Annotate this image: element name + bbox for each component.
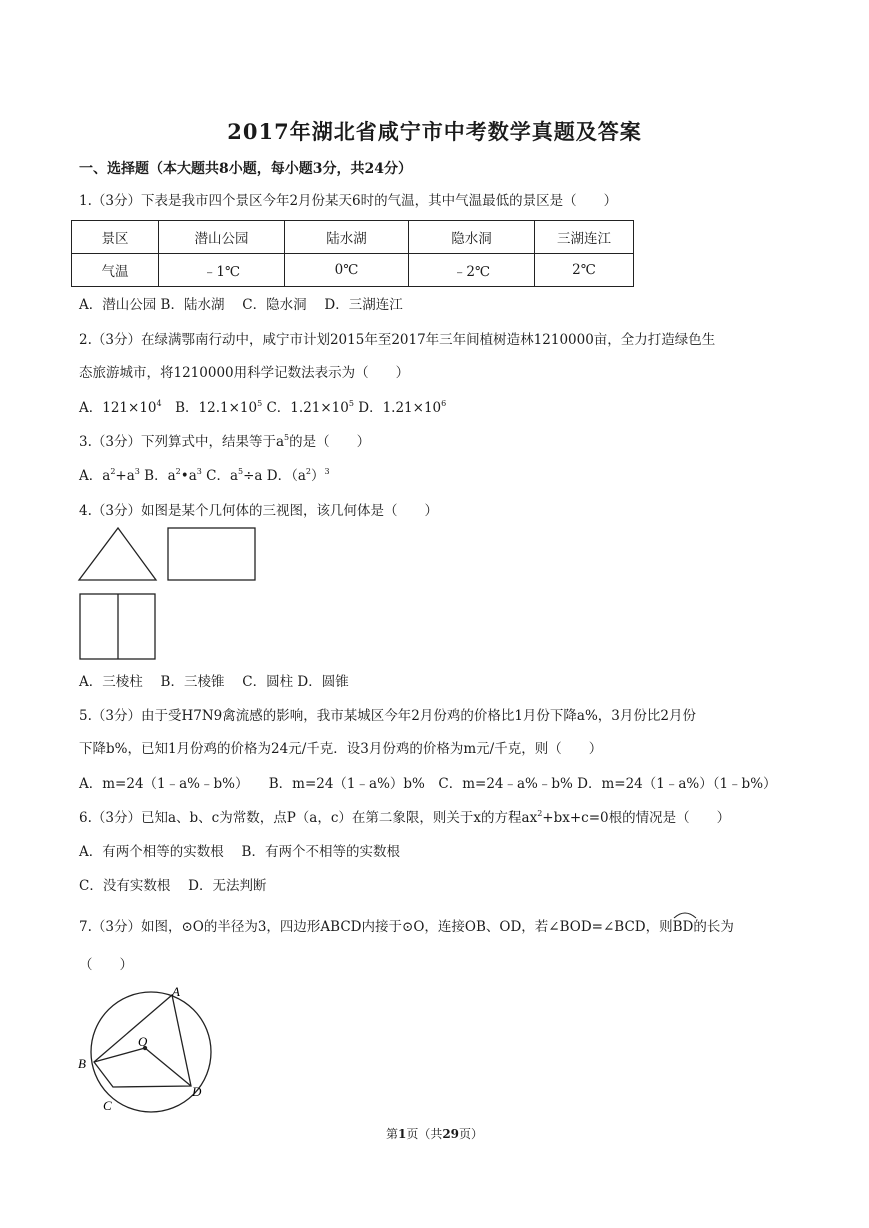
table-cell: ﹣1℃ [159,254,285,287]
label-a: A [172,984,180,999]
q5-stem-line1: 5.（3分）由于受H7N9禽流感的影响，我市某城区今年2月份鸡的价格比1月份下降a%，3月份比2月份 [79,708,696,724]
q6-stem-text: 6.（3分）已知a、b、c为常数，点P（a，c）在第二象限，则关于x的方程ax [79,810,538,826]
table-cell: 隐水洞 [409,221,535,254]
footer-text: 页（共 [406,1127,443,1141]
label-c: C [103,1098,112,1113]
q5-stem-line2: 下降b%，已知1月份鸡的价格为24元/千克．设3月份鸡的价格为m元/千克，则（ ） [79,741,603,757]
q4-options: A．三棱柱 B．三棱锥 C．圆柱 D．圆锥 [79,674,349,690]
q2-option-a: A．121×10 [79,400,157,416]
q2-option-d: D．1.21×10 [353,400,442,416]
arc-label: BD [672,919,694,935]
footer-text: 第 [385,1127,398,1141]
exponent: 2 [537,809,543,818]
table-cell: 三湖连江 [535,221,634,254]
circle-diagram [75,983,225,1115]
exponent: 5 [348,399,354,408]
table-cell: 2℃ [535,254,634,287]
triangle-view [79,528,156,580]
exponent: 3 [324,467,330,476]
q7-stem [79,917,734,937]
table-cell: ﹣2℃ [409,254,535,287]
page-total: 29 [442,1127,460,1141]
q2-stem-line1: 2.（3分）在绿满鄂南行动中，咸宁市计划2015年至2017年三年间植树造林1210000亩，全力打造绿色生 [79,332,716,348]
footer-text: 页） [459,1127,484,1141]
section-heading: 一、选择题（本大题共8小题，每小题3分，共24分） [79,161,412,177]
q3-stem-text-end: 的是（ ） [289,434,371,450]
exponent: 5 [238,467,244,476]
three-view-bottom-figure [79,593,159,663]
q3-stem-text: 3.（3分）下列算式中，结果等于a [79,434,285,450]
q7-stem-text: 7.（3分）如图，⊙O的半径为3，四边形ABCD内接于⊙O，连接OB、OD，若∠BOD=∠BCD，则 [79,919,673,935]
q3-option-a: A．a [79,468,111,484]
table-cell: 气温 [72,254,159,287]
arc-mark-icon [673,911,697,919]
exponent: 3 [134,467,140,476]
q3-option-c: C．a [201,468,239,484]
q2-option-c: C．1.21×10 [262,400,349,416]
three-view-top-figures [78,526,258,586]
q4-stem: 4.（3分）如图是某个几何体的三视图，该几何体是（ ） [79,503,438,519]
q5-options: A．m=24（1﹣a%﹣b%） B．m=24（1﹣a%）b% C．m=24﹣a%﹣b% D．m=24（1﹣a%）（1﹣b%） [79,776,777,792]
exponent: 2 [305,467,311,476]
q2-option-b: B．12.1×10 [161,400,258,416]
q2-options [79,398,446,418]
q6-options-ab: A．有两个相等的实数根 B．有两个不相等的实数根 [79,844,400,860]
q1-options: A．潜山公园 B．陆水湖 C．隐水洞 D．三湖连江 [79,297,403,313]
table-row [72,254,634,287]
arc-bd-symbol [673,917,694,937]
table-cell: 0℃ [285,254,409,287]
exponent: 5 [284,433,290,442]
q6-stem-text-end: +bx+c=0根的情况是（ ） [542,810,731,826]
page-number: 1 [397,1127,407,1141]
q3-option-b: B．a [139,468,176,484]
table-row [72,221,634,254]
q6-options-cd: C．没有实数根 D．无法判断 [79,878,267,894]
label-d: D [192,1084,202,1099]
temperature-table [71,220,634,287]
exponent: 4 [156,399,162,408]
exponent: 5 [257,399,263,408]
table-cell: 陆水湖 [285,221,409,254]
page-footer [0,1125,869,1142]
page-title: 2017年湖北省咸宁市中考数学真题及答案 [227,119,642,144]
q3-option-a-rest: +a [115,468,135,484]
exponent: 3 [196,467,202,476]
q1-stem: 1.（3分）下表是我市四个景区今年2月份某天6时的气温，其中气温最低的景区是（ ） [79,193,618,209]
q3-options [79,466,330,486]
q3-option-b-rest: •a [180,468,197,484]
table-cell: 潜山公园 [159,221,285,254]
q7-stem-text-end: 的长为 [693,919,734,935]
exponent: 2 [110,467,116,476]
label-b: B [78,1056,86,1071]
exponent: 6 [441,399,447,408]
q3-option-c-d: ÷a D．（a [243,468,306,484]
q2-stem-line2: 态旅游城市，将1210000用科学记数法表示为（ ） [79,365,410,381]
table-cell: 景区 [72,221,159,254]
q7-paren: （ ） [79,957,133,973]
q3-stem [79,432,370,452]
q3-option-d-close: ） [310,468,325,484]
q6-stem [79,808,730,828]
exponent: 2 [175,467,181,476]
rectangle-view [168,528,255,580]
label-o: O [138,1034,148,1049]
